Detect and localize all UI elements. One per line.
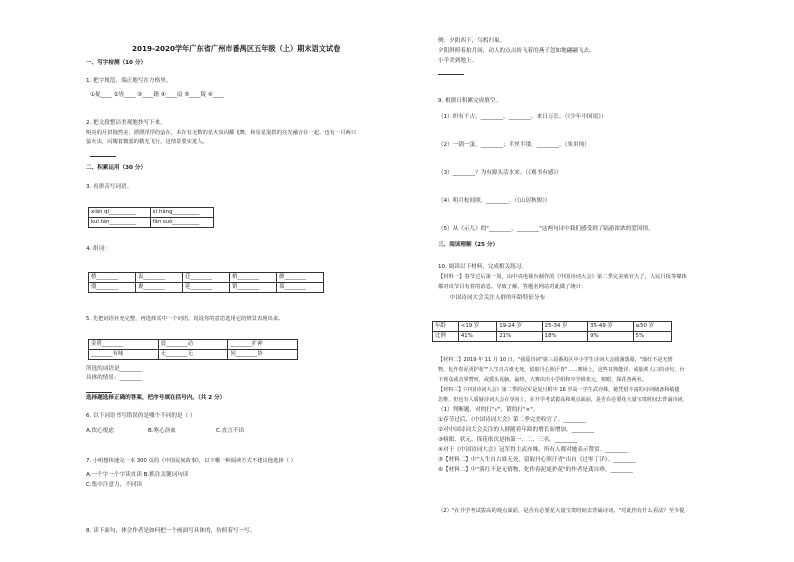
idiom-cell[interactable]: 同________协 <box>228 350 298 360</box>
material-1-line2: 都对该节目有着的消息。导致了解，答题名网站对此做了统计： <box>438 284 587 290</box>
q9-item-4[interactable]: （4）明月松间照，________。（《山居秋暝》） <box>438 198 551 204</box>
word-cell[interactable]: 裹________ <box>136 283 183 293</box>
q1-instruction: 1. 把字规范、端正地写在方格里。 <box>86 78 172 84</box>
q10-2-question: （2）"在升学考试拔高的观点面前，是否有必要花大量宝贵时间去背诵诗词。"对此你有什么看法？至少提 <box>438 508 685 514</box>
idiom-cell[interactable]: 金碧________ <box>89 340 159 350</box>
word-cell[interactable]: 衷________ <box>136 273 183 283</box>
age-value-cell: 41% <box>458 332 496 342</box>
material-3-line1: 【材料三】《中国诗词大会》第二季的冠军是复旦附中 16 岁高一学生武亦姝，她凭借丰富的诗词储备和敏捷 <box>438 387 680 393</box>
q6-option-c[interactable]: C.直言不讳 <box>216 428 245 434</box>
q6-option-b[interactable]: B.呕心沥血 <box>148 428 176 434</box>
q9-item-5[interactable]: （5）从《示儿》的"________，________"这两句诗中我们感受到了陆游浓浓的爱国情。 <box>438 226 654 232</box>
word-cell[interactable]: 销________ <box>230 283 277 293</box>
age-value-cell: 5% <box>633 332 671 342</box>
exam-title: 2019-2020学年广东省广州市番禺区五年级（上）期末语文试卷 <box>132 44 341 53</box>
q5-idiom-table <box>88 339 298 360</box>
section-2-heading: 二、积累运用（30 分） <box>86 165 147 171</box>
age-distribution-table <box>432 321 672 342</box>
q9-item-2[interactable]: （2）一锅一蛋，________；半丝半缕，________。（朱用纯） <box>438 142 590 148</box>
material-3-line2: 思维，但也有人质疑诗词大会在导向上，在升学考试拔高和观点面前，是否有必要花大量宝贵时间去背诵诗词。 <box>438 397 688 403</box>
material-2-line3: 下观众或击掌赞叹，或摇头晃脑。最终，大赛决出小学组和中学组状元，榜眼，探花各两名。 <box>438 377 647 383</box>
q2-text-line2: 萤火虫，闪耀着微弱的微光飞行，这情景要实进人。 <box>86 139 208 145</box>
age-header-cell: 年龄 <box>433 322 459 332</box>
pinyin-cell[interactable]: xiān qi__________ <box>89 208 151 218</box>
q6-instruction: 6. 以下词语书写错误的是哪个不同的是（ ） <box>86 413 196 419</box>
idiom-cell[interactable]: 无________无 <box>158 350 228 360</box>
q7-options-ab[interactable]: A.一个字一个字读直读 B.抓住关键词句读 <box>86 472 189 478</box>
q2-text-line1: 明亮的月饼圆然美，漂漂浮浮的萤在，本在有无数的星火虫闪耀飞舞，和星星混搭的亮光融合在一起，也有一只两只 <box>86 130 357 136</box>
age-header-cell: 35-49 岁 <box>588 322 633 332</box>
idiom-cell[interactable]: ________扩神 <box>228 340 298 350</box>
word-cell[interactable]: 蘑________ <box>277 273 324 283</box>
q5-answer-line[interactable] <box>86 386 112 393</box>
age-header-cell: 25-34 岁 <box>542 322 587 332</box>
q8-example-line1: 例：夕阳西下，乌鸦归巢。 <box>438 38 506 44</box>
q4-word-table <box>88 272 324 293</box>
word-cell[interactable]: 楂________ <box>89 273 136 283</box>
age-value-cell: 比例 <box>433 332 459 342</box>
q8-example-line3: 小羊美到地上。 <box>438 58 478 64</box>
word-cell[interactable]: 慕________ <box>277 283 324 293</box>
word-cell[interactable]: 梢________ <box>230 273 277 283</box>
age-header-cell: 19-24 岁 <box>497 322 542 332</box>
idiom-cell[interactable]: ________有味 <box>89 350 159 360</box>
q6-option-a[interactable]: A.饮心悦虑 <box>86 428 114 434</box>
age-table-caption: 中国诗词大会关注人群的年龄特征分布 <box>450 295 546 301</box>
q5-selected-word: 所选的词语是________ <box>86 366 142 372</box>
age-header-cell: <19 岁 <box>458 322 496 332</box>
q4-instruction: 4. 组词： <box>86 246 110 252</box>
q2-answer-line[interactable] <box>90 150 116 157</box>
q10-1-item[interactable]: ①春节过后，《中国诗词大会》第二季完美收官了。________ <box>438 417 586 423</box>
section-1-heading: 一、写字检测（10 分） <box>86 60 147 66</box>
q10-1-item[interactable]: ⑤【材料二】中"人生自古谁无死，留取丹心照汗青"出自《过零丁洋》。________ <box>438 457 636 463</box>
q10-instruction: 10. 阅读以下材料，完成相关练习。 <box>438 264 527 270</box>
q8-example-line2: 夕阳斜照着拍月间，动人的点点纷飞着的燕子忽如地翩翩飞去。 <box>438 48 595 54</box>
q8-instruction: 8. 读下面句，体会作者是如何把一个画面写具体的，仿照着写一写。 <box>86 528 256 534</box>
q9-item-3[interactable]: （3）________？为有源头活水来。（《观书有感》） <box>438 170 562 176</box>
q9-instruction: 9. 根据日积累完成填空。 <box>438 98 502 104</box>
pinyin-cell[interactable]: fān suǒ__________ <box>150 218 213 228</box>
choice-section-note: 选择题选择正确的答案，把序号填在括号内。（共 2 分） <box>86 395 226 401</box>
idiom-cell[interactable]: 震________动 <box>158 340 228 350</box>
word-cell[interactable]: 僵________ <box>89 283 136 293</box>
q5-instruction: 5. 先把词语补充完整，再选择其中一个词语，说说你的意思选用它的情景表现出来。 <box>86 316 284 322</box>
word-cell[interactable]: 延________ <box>183 283 230 293</box>
material-2-line2: 物，化作春泥更护花""人生自古谁无死，留取丹心照汗青"……赛场上，这些耳熟能详、或脍炙人口的诗句，台 <box>438 367 685 373</box>
age-value-cell: 18% <box>542 332 587 342</box>
q2-instruction: 2. 把文段整洁美观地抄写下来。 <box>86 120 166 126</box>
age-header-cell: ≥50 岁 <box>633 322 671 332</box>
q10-1-item[interactable]: ⑥【材料二】中"落红不是无情物，化作春泥更护花"的作者是龚自珍。________ <box>438 467 633 473</box>
q7-option-c[interactable]: C.集中注意力，不回读 <box>86 482 143 488</box>
q7-instruction: 7. 小明想快速完一本 300 页的《中国民间故事》，以下哪一种阅读方式不建议他选择（ ） <box>86 458 296 464</box>
q8-answer-line[interactable] <box>438 68 464 75</box>
q10-1-item[interactable]: ②对中国诗词大会关注的人群随着年龄的增长而增加。________ <box>438 427 595 433</box>
pinyin-cell[interactable]: xī hàng__________ <box>150 208 213 218</box>
q10-1-item[interactable]: ③榜眼、状元、探花依次是指第一、二、三名。________ <box>438 437 578 443</box>
section-3-heading: 三、阅读理解（25 分） <box>438 242 499 248</box>
q9-item-1[interactable]: （1）织有千古，________，________，来日万长。（《少年中国说》） <box>438 114 607 120</box>
material-2-line1: 【材料二】2019 年 11 月 10 日，"我爱诗词"第三届番禺区中小学生诗词大会圆满落幕，"落红不是无情 <box>438 357 673 363</box>
q10-1-item[interactable]: ④对于《中国诗词大会》冠军得主武亦姝，所有人都对她表示赞赏。________ <box>438 447 628 453</box>
q3-instruction: 3. 看拼音写词语。 <box>86 184 133 190</box>
q1-items: ①捉____ ②皆____ ③____籍 ④____扇 ⑤____陵 ⑥____ <box>90 92 225 98</box>
q10-1-instruction: （1）判断题，对的打"√"，错的打"×"。 <box>438 407 539 413</box>
age-value-cell: 21% <box>497 332 542 342</box>
age-value-cell: 9% <box>588 332 633 342</box>
q3-pinyin-table <box>88 207 214 228</box>
word-cell[interactable]: 廷________ <box>183 273 230 283</box>
pinyin-cell[interactable]: kuī tàn__________ <box>89 218 151 228</box>
q5-scene: 具体的情景：________ <box>86 375 142 381</box>
material-1-line1: 【材料一】春节过后第一周，由中央电视台制作的《中国诗词大会》第二季完美收官大了，人民日报等媒体 <box>438 274 687 280</box>
